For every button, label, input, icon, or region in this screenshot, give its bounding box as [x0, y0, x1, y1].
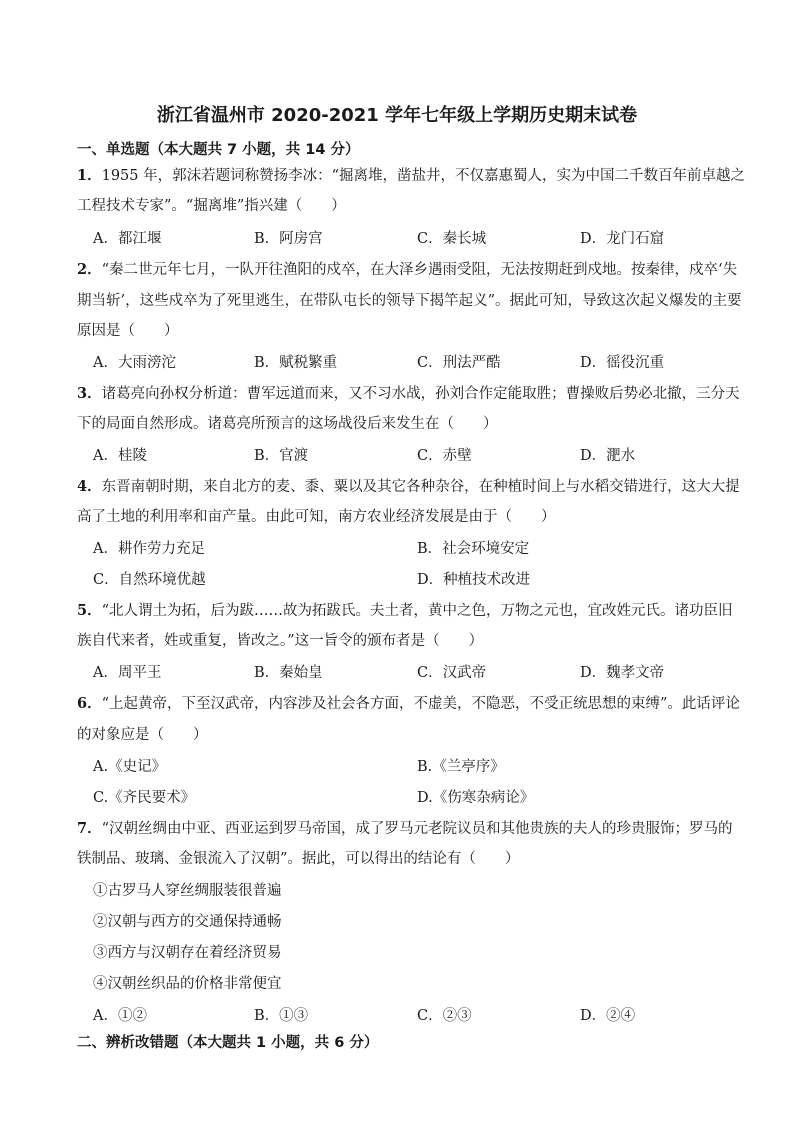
- section-heading-correction: 二、辨析改错题（本大题共 1 小题，共 6 分）: [77, 1035, 379, 1051]
- question-1-number: 1．: [77, 167, 102, 184]
- q7-option-c[interactable]: C．②③: [417, 1008, 472, 1024]
- question-1-line-1: [77, 165, 757, 187]
- question-2-line-3: 原因是（ ）: [77, 323, 179, 339]
- q6-option-d[interactable]: D.《伤寒杂病论》: [417, 790, 535, 806]
- q5-option-d[interactable]: D．魏孝文帝: [580, 665, 665, 681]
- page-title: 浙江省温州市 2020-2021 学年七年级上学期历史期末试卷: [156, 105, 638, 126]
- q7-statement-4: ④汉朝丝织品的价格非常便宜: [93, 976, 282, 992]
- q7-option-d[interactable]: D．②④: [580, 1008, 636, 1024]
- q7-statement-1: ①古罗马人穿丝绸服装很普遍: [93, 883, 282, 899]
- section-heading-single-choice: 一、单选题（本大题共 7 小题，共 14 分）: [77, 142, 360, 158]
- q2-option-c[interactable]: C．刑法严酷: [417, 355, 501, 371]
- q3-option-b[interactable]: B．官渡: [254, 448, 309, 464]
- question-1-text: 1955 年，郭沫若题词称赞扬李冰：“掘离堆，凿盐井，不仅嘉惠蜀人，实为中国二千数百年前卓越之: [101, 168, 746, 184]
- q3-option-c[interactable]: C．赤壁: [417, 448, 472, 464]
- question-7-line-2: 铁制品、玻璃、金银流入了汉朝”。据此，可以得出的结论有（ ）: [77, 851, 520, 867]
- question-4-line-2: 高了土地的利用率和亩产量。由此可知，南方农业经济发展是由于（ ）: [77, 509, 556, 525]
- q6-option-a[interactable]: A.《史记》: [93, 759, 167, 775]
- question-3-number: 3．: [77, 385, 102, 402]
- question-5-line-1: [77, 600, 757, 622]
- q4-option-c[interactable]: C．自然环境优越: [93, 572, 206, 588]
- q3-option-d[interactable]: D．淝水: [580, 448, 636, 464]
- question-6-line-1: [77, 693, 757, 715]
- question-7-text: “汉朝丝绸由中亚、西亚运到罗马帝国，成了罗马元老院议员和其他贵族的夫人的珍贵服饰；罗马的: [101, 821, 733, 837]
- q4-option-a[interactable]: A．耕作劳力充足: [93, 541, 205, 557]
- q5-option-c[interactable]: C．汉武帝: [417, 665, 487, 681]
- question-2-text: “秦二世元年七月，一队开往渔阳的戍卒，在大泽乡遇雨受阻，无法按期赶到戍地。按秦律，戍卒‘失: [101, 262, 738, 278]
- question-3-line-1: [77, 383, 757, 405]
- question-5-text: “北人谓土为拓，后为跋……故为拓跋氏。夫土者，黄中之色，万物之元也，宜改姓元氏。诸功臣旧: [101, 603, 733, 619]
- question-5-line-2: 族自代来者，姓或重复，皆改之。”这一旨令的颁布者是（ ）: [77, 633, 484, 649]
- question-4-text: 东晋南朝时期，来自北方的麦、黍、粟以及其它各种杂谷，在种植时间上与水稻交错进行，这大大提: [101, 479, 740, 495]
- question-7-line-1: [77, 818, 757, 840]
- q7-statement-2: ②汉朝与西方的交通保持通畅: [93, 914, 282, 930]
- question-2-number: 2．: [77, 261, 102, 278]
- q6-option-c[interactable]: C.《齐民要术》: [93, 790, 196, 806]
- q1-option-a[interactable]: A．都江堰: [93, 231, 162, 247]
- q4-option-b[interactable]: B．社会环境安定: [417, 541, 530, 557]
- q1-option-d[interactable]: D．龙门石窟: [580, 231, 665, 247]
- q2-option-d[interactable]: D．徭役沉重: [580, 355, 665, 371]
- question-6-text: “上起黄帝，下至汉武帝，内容涉及社会各方面，不虚美，不隐恶，不受正统思想的束缚”。此话评论: [101, 696, 740, 712]
- question-3-text: 诸葛亮向孙权分析道：曹军远道而来，又不习水战，孙刘合作定能取胜；曹操败后势必北撤，三分天: [101, 386, 740, 402]
- q1-option-c[interactable]: C．秦长城: [417, 231, 487, 247]
- q7-statement-3: ③西方与汉朝存在着经济贸易: [93, 945, 282, 961]
- question-4-number: 4．: [77, 478, 102, 495]
- q4-option-d[interactable]: D．种植技术改进: [417, 572, 531, 588]
- question-2-line-2: 期当斩’，这些戍卒为了死里逃生，在带队屯长的领导下揭竿起义”。据此可知，导致这次起义爆发的主要: [77, 293, 742, 309]
- question-3-line-2: 下的局面自然形成。诸葛亮所预言的这场战役后来发生在（ ）: [77, 416, 498, 432]
- question-4-line-1: [77, 476, 757, 498]
- q5-option-a[interactable]: A．周平王: [93, 665, 162, 681]
- q5-option-b[interactable]: B．秦始皇: [254, 665, 323, 681]
- q3-option-a[interactable]: A．桂陵: [93, 448, 147, 464]
- question-5-number: 5．: [77, 602, 102, 619]
- question-6-number: 6．: [77, 695, 102, 712]
- q6-option-b[interactable]: B.《兰亭序》: [417, 759, 505, 775]
- question-2-line-1: [77, 259, 757, 281]
- q2-option-b[interactable]: B．赋税繁重: [254, 355, 338, 371]
- question-6-line-2: 的对象应是（ ）: [77, 727, 208, 743]
- q2-option-a[interactable]: A．大雨滂沱: [93, 355, 176, 371]
- q1-option-b[interactable]: B．阿房宫: [254, 231, 323, 247]
- question-1-line-2: 工程技术专家”。“掘离堆”指兴建（ ）: [77, 198, 346, 214]
- question-7-number: 7．: [77, 820, 102, 837]
- q7-option-a[interactable]: A．①②: [93, 1008, 147, 1024]
- q7-option-b[interactable]: B．①③: [254, 1008, 309, 1024]
